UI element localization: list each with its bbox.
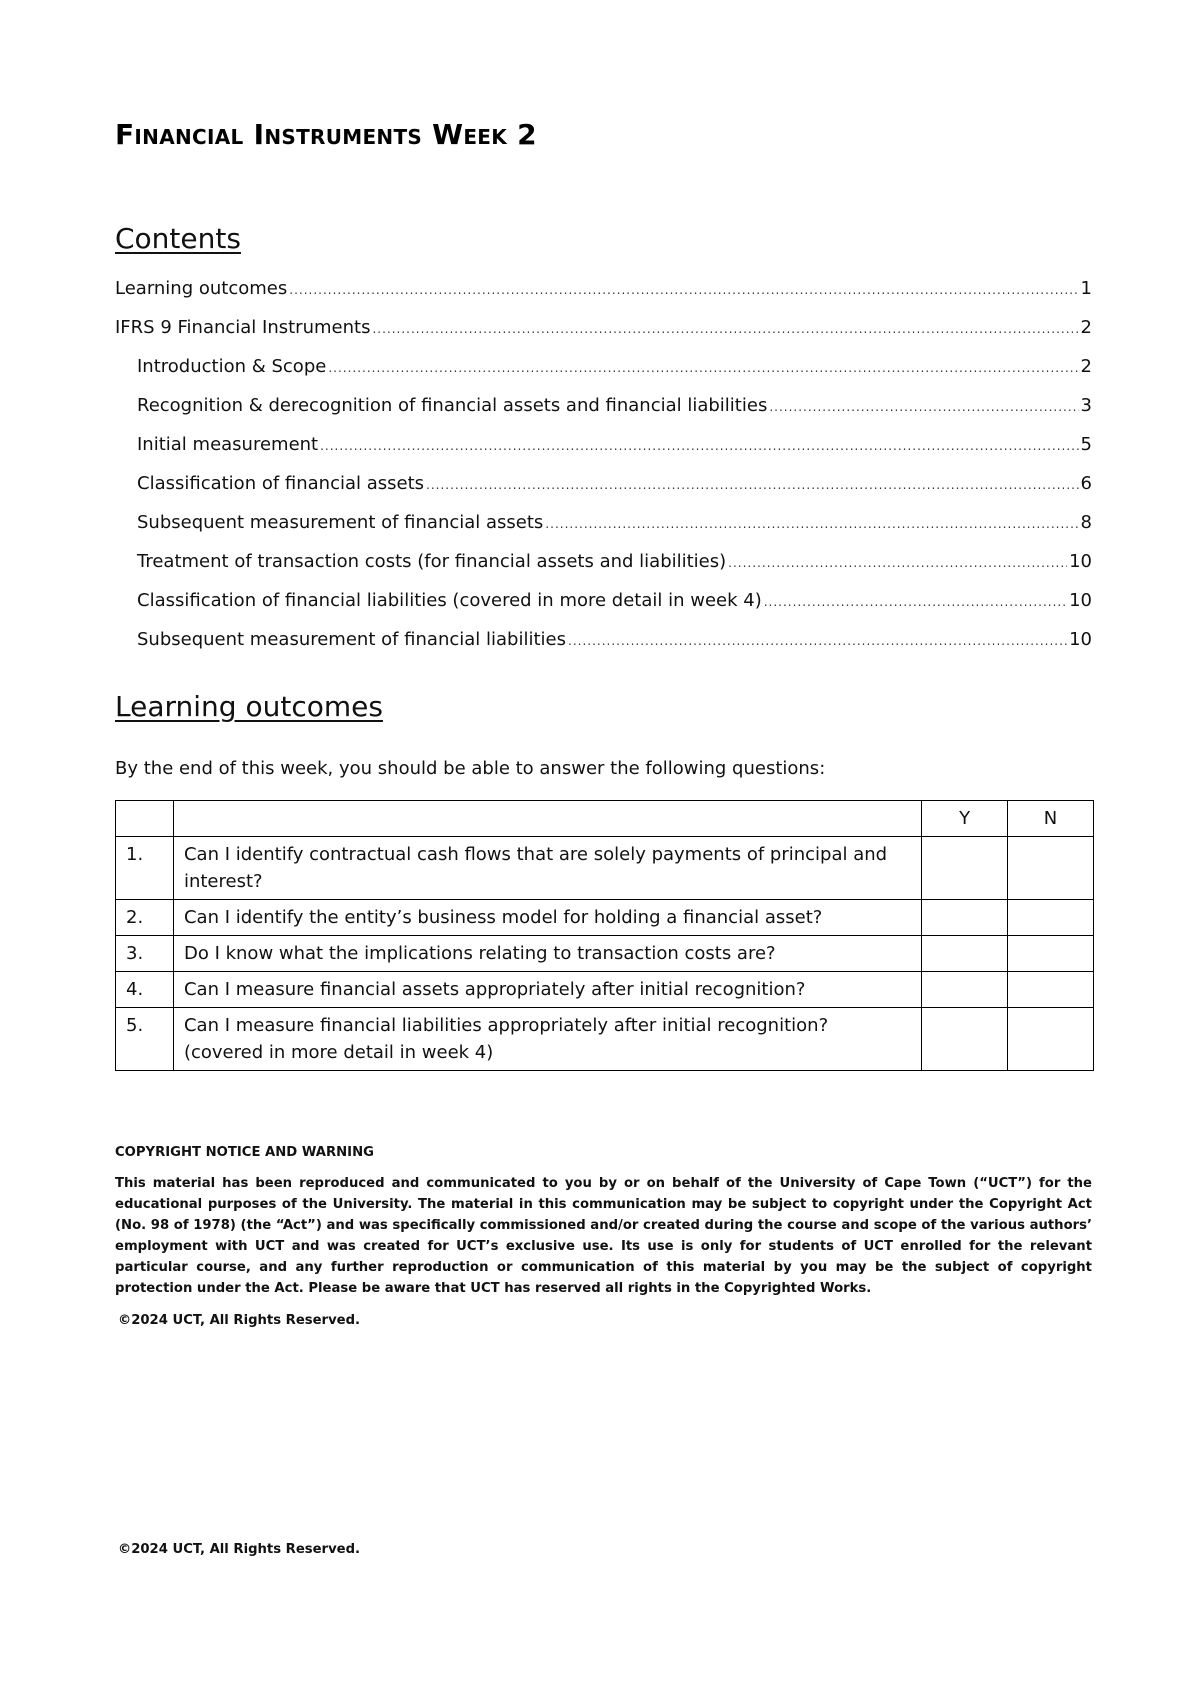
header-number-cell (116, 801, 174, 837)
toc-entry[interactable] (115, 278, 1092, 317)
toc-leader-dots (289, 283, 1078, 297)
toc-leader-dots (426, 478, 1079, 492)
question-text: Can I identify the entity’s business model for holding a financial asset? (173, 900, 921, 936)
table-header-row (116, 801, 1094, 837)
table-row (116, 972, 1094, 1008)
yes-checkbox-cell[interactable] (922, 936, 1008, 972)
header-yes-cell: Y (922, 801, 1008, 837)
table-row (116, 936, 1094, 972)
question-number: 5. (116, 1008, 174, 1071)
toc-entry-page: 10 (1069, 590, 1092, 611)
question-text: Do I know what the implications relating to transaction costs are? (173, 936, 921, 972)
yes-checkbox-cell[interactable] (922, 972, 1008, 1008)
toc-entry-page: 2 (1080, 317, 1092, 338)
header-question-cell (173, 801, 921, 837)
toc-entry-label: Subsequent measurement of financial assets (137, 512, 544, 533)
toc-entry[interactable] (115, 512, 1092, 551)
copyright-title: COPYRIGHT NOTICE AND WARNING (115, 1145, 374, 1160)
toc-entry-label: Subsequent measurement of financial liabilities (137, 629, 566, 650)
no-checkbox-cell[interactable] (1008, 1008, 1094, 1071)
question-number: 3. (116, 936, 174, 972)
toc-entry[interactable] (115, 395, 1092, 434)
toc-entry-page: 2 (1080, 356, 1092, 377)
toc-entry-page: 8 (1080, 512, 1092, 533)
question-number: 4. (116, 972, 174, 1008)
yes-checkbox-cell[interactable] (922, 900, 1008, 936)
document-title: Financial Instruments Week 2 (115, 118, 537, 151)
toc-entry-label: Treatment of transaction costs (for financial assets and liabilities) (137, 551, 727, 572)
learning-outcomes-heading: Learning outcomes (115, 690, 383, 723)
no-checkbox-cell[interactable] (1008, 972, 1094, 1008)
page-footer: ©2024 UCT, All Rights Reserved. (118, 1542, 361, 1557)
question-number: 1. (116, 837, 174, 900)
table-row (116, 1008, 1094, 1071)
no-checkbox-cell[interactable] (1008, 837, 1094, 900)
question-text: Can I measure financial assets appropriately after initial recognition? (173, 972, 921, 1008)
toc-entry-page: 1 (1080, 278, 1092, 299)
toc-entry-page: 10 (1069, 551, 1092, 572)
toc-entry[interactable] (115, 629, 1092, 668)
self-assessment-table (115, 800, 1094, 1071)
yes-checkbox-cell[interactable] (922, 1008, 1008, 1071)
toc-leader-dots (372, 322, 1078, 336)
question-number: 2. (116, 900, 174, 936)
toc-leader-dots (545, 517, 1078, 531)
contents-heading: Contents (115, 222, 241, 255)
toc-entry-label: Learning outcomes (115, 278, 288, 299)
toc-leader-dots (764, 595, 1067, 609)
table-row (116, 900, 1094, 936)
copyright-notice (115, 1145, 1092, 1328)
yes-checkbox-cell[interactable] (922, 837, 1008, 900)
toc-entry-label: Recognition & derecognition of financial assets and financial liabilities (137, 395, 768, 416)
toc-leader-dots (328, 361, 1078, 375)
table-row (116, 837, 1094, 900)
toc-entry[interactable] (115, 317, 1092, 356)
copyright-text: This material has been reproduced and communicated to you by or on behalf of the University of Cape Town (“UCT”) for the educational purposes of the University. The material in this communication may be subject to copyright under the Copyright Act (No. 98 of 1978) (the “Act”) and was specifically commissioned and/or created during the course and scope of the various authors’ employment with UCT and was created for UCT’s exclusive use. Its use is only for students of UCT enrolled for the relevant particular course, and any further reproduction or communication of this material by you may be the subject of copyright protection under the Act. Please be aware that UCT has reserved all rights in the Copyrighted Works. (115, 1176, 1092, 1296)
toc-entry[interactable] (115, 551, 1092, 590)
question-text: Can I identify contractual cash flows that are solely payments of principal and interest? (173, 837, 921, 900)
table-of-contents (115, 278, 1092, 668)
toc-leader-dots (568, 634, 1067, 648)
no-checkbox-cell[interactable] (1008, 900, 1094, 936)
toc-leader-dots (769, 400, 1078, 414)
toc-entry-label: Classification of financial liabilities (covered in more detail in week 4) (137, 590, 762, 611)
toc-entry[interactable] (115, 356, 1092, 395)
toc-entry-label: IFRS 9 Financial Instruments (115, 317, 371, 338)
no-checkbox-cell[interactable] (1008, 936, 1094, 972)
header-no-cell: N (1008, 801, 1094, 837)
toc-entry-label: Introduction & Scope (137, 356, 327, 377)
toc-entry-page: 6 (1080, 473, 1092, 494)
toc-leader-dots (728, 556, 1067, 570)
toc-entry-page: 3 (1080, 395, 1092, 416)
toc-entry-page: 5 (1080, 434, 1092, 455)
toc-entry[interactable] (115, 473, 1092, 512)
copyright-line: ©2024 UCT, All Rights Reserved. (118, 1313, 361, 1328)
toc-entry-label: Initial measurement (137, 434, 319, 455)
toc-leader-dots (320, 439, 1078, 453)
toc-entry[interactable] (115, 434, 1092, 473)
toc-entry-label: Classification of financial assets (137, 473, 425, 494)
learning-outcomes-intro: By the end of this week, you should be able to answer the following questions: (115, 758, 826, 779)
toc-entry[interactable] (115, 590, 1092, 629)
question-text: Can I measure financial liabilities appropriately after initial recognition? (covered in more detail in week 4) (173, 1008, 921, 1071)
toc-entry-page: 10 (1069, 629, 1092, 650)
